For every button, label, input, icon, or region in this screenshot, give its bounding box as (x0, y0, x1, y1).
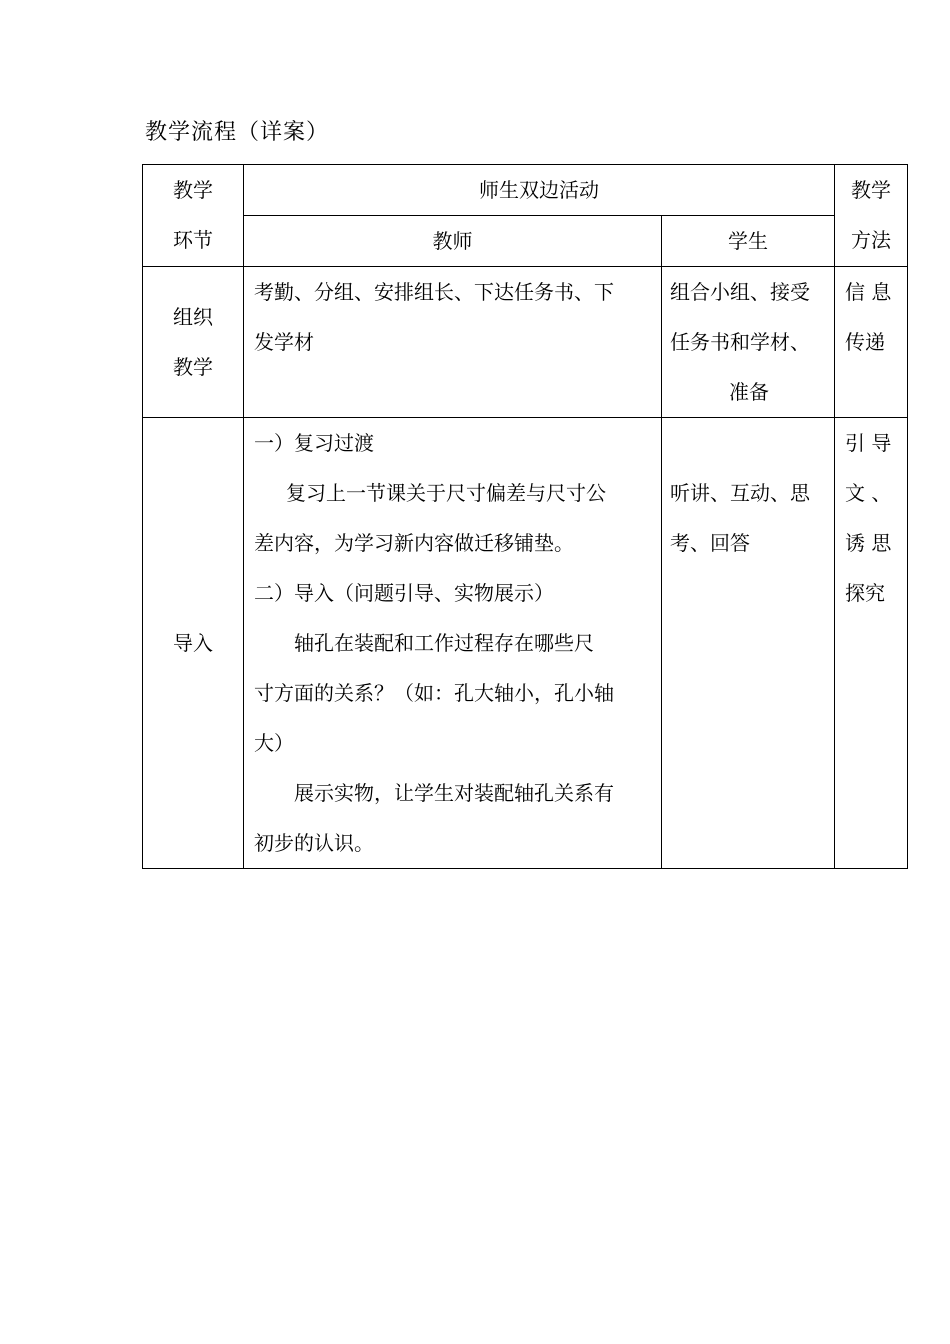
stage-cell-organize (143, 267, 244, 418)
header-row-2 (143, 216, 908, 267)
student-organize-line: 任务书和学材、 (670, 330, 810, 354)
teacher-intro-line: 轴孔在装配和工作过程存在哪些尺 (294, 631, 594, 655)
method-organize-line: 传递 (845, 330, 885, 354)
table-row-intro (143, 418, 908, 869)
header-stage-line2: 环节 (173, 228, 213, 252)
method-intro-line: 文 、 (845, 481, 892, 505)
document-title: 教学流程（详案） (145, 120, 330, 145)
header-stage-line1: 教学 (173, 178, 213, 202)
student-intro-line: 考、回答 (670, 531, 750, 555)
method-cell-organize (835, 267, 908, 418)
teacher-intro-line: 差内容，为学习新内容做迁移铺垫。 (254, 531, 574, 555)
method-intro-line: 探究 (845, 581, 885, 605)
teacher-intro-line: 大） (254, 731, 294, 755)
header-method-line1: 教学 (851, 178, 891, 202)
teaching-flow-table (142, 164, 908, 869)
method-organize-line: 信 息 (845, 280, 892, 304)
header-method-line2: 方法 (851, 228, 891, 252)
method-cell-intro (835, 418, 908, 869)
stage-organize-line2: 教学 (173, 355, 213, 379)
student-intro-line: 听讲、互动、思 (670, 481, 810, 505)
header-row-1 (143, 165, 908, 216)
teacher-cell-intro (244, 418, 662, 869)
student-organize-line: 准备 (729, 380, 769, 404)
header-stage-cell (143, 165, 244, 267)
teacher-intro-line: 寸方面的关系？（如：孔大轴小，孔小轴 (254, 681, 614, 705)
student-organize-line: 组合小组、接受 (670, 280, 810, 304)
teacher-intro-line: 初步的认识。 (254, 831, 374, 855)
student-cell-organize (662, 267, 835, 418)
teacher-organize-line: 发学材 (254, 330, 314, 354)
teacher-intro-line: 复习上一节课关于尺寸偏差与尺寸公 (286, 481, 606, 505)
method-intro-line: 诱 思 (845, 531, 892, 555)
stage-organize-line1: 组织 (173, 305, 213, 329)
header-activities: 师生双边活动 (244, 165, 835, 216)
header-teacher: 教师 (244, 216, 662, 267)
teacher-intro-line: 二）导入（问题引导、实物展示） (254, 581, 554, 605)
teacher-organize-line: 考勤、分组、安排组长、下达任务书、下 (254, 280, 614, 304)
table-row-organize (143, 267, 908, 418)
student-cell-intro (662, 418, 835, 869)
stage-cell-intro: 导入 (143, 418, 244, 869)
header-student: 学生 (662, 216, 835, 267)
header-method-cell (835, 165, 908, 267)
teacher-intro-line: 一）复习过渡 (254, 431, 374, 455)
teacher-intro-line: 展示实物，让学生对装配轴孔关系有 (294, 781, 614, 805)
method-intro-line: 引 导 (845, 431, 892, 455)
teacher-cell-organize (244, 267, 662, 418)
